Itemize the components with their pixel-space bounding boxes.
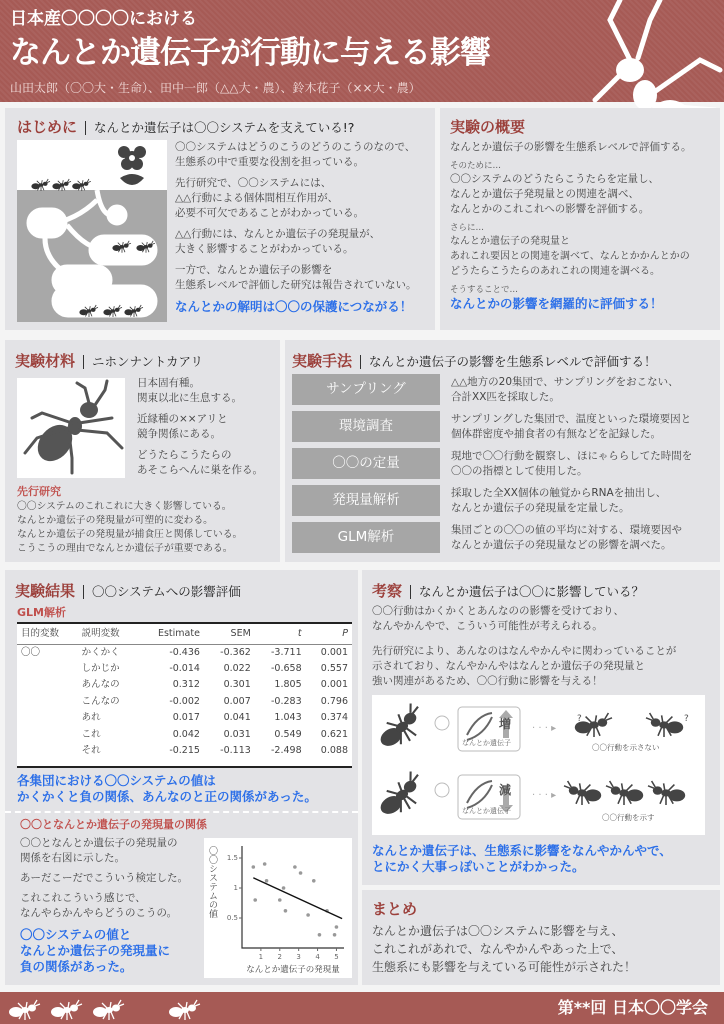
table-cell: 0.621 xyxy=(320,728,348,740)
table-cell: -2.498 xyxy=(271,745,302,757)
method-step-label: GLM解析 xyxy=(292,522,440,553)
table-row xyxy=(17,743,352,760)
poster-subtitle: 日本産〇〇〇〇における xyxy=(10,9,197,29)
x-tick-label: 5 xyxy=(334,953,339,961)
table-cell: かくかく xyxy=(81,646,120,658)
discussion-conclusion: なんとか遺伝子は、生態系に影響をなんやかんやで、 とにかく大事っぽいことがわかった。 xyxy=(372,843,672,874)
materials-heading: 実験材料 xyxy=(15,352,76,370)
table-row xyxy=(17,727,352,744)
table-row xyxy=(17,644,352,661)
trend-line xyxy=(253,878,342,919)
method-step-label: サンプリング xyxy=(292,374,440,405)
decrease-label: 減 xyxy=(499,783,512,797)
overview-heading: 実験の概要 xyxy=(450,118,526,136)
table-header: Estimate xyxy=(157,627,200,639)
materials-paragraph: 近縁種の××アリと 競争関係にある。 xyxy=(137,413,228,440)
table-cell: 0.557 xyxy=(320,662,348,674)
table-row xyxy=(17,661,352,678)
discussion-heading: 考察 xyxy=(372,582,403,600)
overview-text: なんとか遺伝子の影響を生態系レベルで評価する。 xyxy=(450,141,692,153)
prior-research-label: 先行研究 xyxy=(17,485,61,498)
behavior-label: 〇〇行動を示す xyxy=(602,813,655,822)
increase-label: 増 xyxy=(499,717,512,731)
data-point xyxy=(335,925,339,929)
table-header: 目的変数 xyxy=(21,627,60,639)
glm-conclusion: 各集団における〇〇システムの値は かくかくと負の関係、あんなのと正の関係があった。 xyxy=(17,773,317,804)
gene-behavior-diagram xyxy=(372,695,705,835)
table-cell: それ xyxy=(81,745,101,757)
overview-text: 〇〇システムのどうたらこうたらを定量し、 なんとか遺伝子発現量との関連を調べ、 なんとかのこれこれへの影響を評価する。 xyxy=(450,173,659,215)
data-point xyxy=(263,862,267,866)
table-header: 説明変数 xyxy=(81,627,120,639)
data-point xyxy=(253,898,257,902)
response-variable: 〇〇 xyxy=(21,646,41,658)
table-header: SEM xyxy=(230,627,251,639)
intro-paragraph: 一方で、なんとか遺伝子の影響を 生態系レベルで評価した研究は報告されていない。 xyxy=(175,264,417,291)
table-cell: 0.301 xyxy=(223,679,251,691)
table-row xyxy=(17,694,352,711)
gene-label: なんとか遺伝子 xyxy=(462,739,511,747)
discussion-subheading: なんとか遺伝子は〇〇に影響している？ xyxy=(419,584,645,599)
summary-panel xyxy=(362,890,720,985)
correlation-paragraph: あーだこーだでこういう検定した。 xyxy=(20,872,188,884)
intro-heading: はじめに xyxy=(17,118,78,136)
y-tick-label: 0.5 xyxy=(226,914,238,922)
table-cell: -3.711 xyxy=(271,646,302,658)
summary-heading: まとめ xyxy=(372,900,418,918)
intro-panel xyxy=(5,108,435,330)
table-cell: 0.549 xyxy=(274,728,302,740)
table-cell: -0.362 xyxy=(220,646,251,658)
data-point xyxy=(306,913,310,917)
table-row xyxy=(17,677,352,694)
table-cell: 0.796 xyxy=(320,695,348,707)
table-header: P xyxy=(342,627,348,639)
table-cell: 0.001 xyxy=(320,679,348,691)
discussion-text: 〇〇行動はかくかくとあんなのの影響を受けており、 なんやかんやで、こういう可能性が考えられる。 xyxy=(372,605,624,632)
correlation-paragraph: これこれこういう感じで、 なんやらかんやらどうのこうの。 xyxy=(20,892,178,919)
data-point xyxy=(312,879,316,883)
table-cell: 1.805 xyxy=(274,679,302,691)
poster-title: なんとか遺伝子が行動に与える影響 xyxy=(10,35,490,71)
methods-heading: 実験手法 xyxy=(292,352,353,370)
table-cell: -0.658 xyxy=(271,662,302,674)
table-cell: -0.113 xyxy=(220,745,251,757)
table-cell: こんなの xyxy=(81,695,120,707)
data-point xyxy=(333,933,337,937)
glm-label: GLM解析 xyxy=(17,606,66,619)
data-point xyxy=(282,886,286,890)
table-cell: 0.041 xyxy=(223,712,251,724)
method-step-description: サンプリングした集団で、温度といった環境要因と 個体群密度や捕食者の有無などを記録した。 xyxy=(451,413,692,440)
y-axis-label: 〇〇システムの値 xyxy=(207,846,217,918)
divider xyxy=(5,811,358,813)
table-cell xyxy=(17,694,78,711)
table-cell: あんなの xyxy=(81,679,120,691)
table-cell: あれ xyxy=(81,712,101,724)
svg-text:· · · ▸: · · · ▸ xyxy=(532,790,557,801)
table-cell: 0.031 xyxy=(223,728,251,740)
table-cell: -0.014 xyxy=(169,662,200,674)
poster-authors: 山田太郎（〇〇大・生命）、田中一郎（△△大・農）、鈴木花子（××大・農） xyxy=(10,81,421,95)
table-cell: 0.017 xyxy=(172,712,200,724)
table-row xyxy=(17,710,352,727)
table-cell xyxy=(17,727,78,744)
data-point xyxy=(265,879,269,883)
x-tick-label: 2 xyxy=(277,953,283,961)
table-cell xyxy=(17,677,78,694)
svg-text:· · · ▸: · · · ▸ xyxy=(532,723,557,734)
table-cell: 0.312 xyxy=(172,679,200,691)
intro-paragraph: 〇〇システムはどうのこうのどうのこうのなので、 生態系の中で重要な役割を担っている。 xyxy=(175,141,416,168)
table-cell xyxy=(17,710,78,727)
table-cell: -0.002 xyxy=(169,695,200,707)
materials-panel xyxy=(5,340,280,562)
no-behavior-label: 〇〇行動を示さない xyxy=(592,743,660,752)
ant-photo-icon xyxy=(17,378,125,478)
data-point xyxy=(318,933,322,937)
method-step-label: 〇〇の定量 xyxy=(292,448,440,479)
results-panel xyxy=(5,570,358,985)
glm-table xyxy=(17,622,352,768)
poster-header xyxy=(0,0,724,102)
table-cell: 0.007 xyxy=(223,695,251,707)
materials-paragraph: どうたらこうたらの あそこらへんに巣を作る。 xyxy=(137,449,263,476)
conference-name: 第**回 日本〇〇学会 xyxy=(557,998,708,1017)
overview-conclusion: なんとかの影響を網羅的に評価する！ xyxy=(450,296,663,311)
method-step-description: 採取した全XX個体の触覚からRNAを抽出し、 なんとか遺伝子の発現量を定量した。 xyxy=(451,487,667,514)
data-point xyxy=(278,898,282,902)
results-heading: 実験結果 xyxy=(15,582,76,600)
discussion-text: 先行研究により、あんなのはなんやかんやに関わっていることが 示されており、なんやかんやはなんとか遺伝子の発現量と 強い関連があるため、〇〇行動に影響を与える！ xyxy=(372,645,677,687)
table-cell: 0.022 xyxy=(223,662,251,674)
table-cell: これ xyxy=(81,728,101,740)
table-cell xyxy=(17,743,78,760)
methods-panel xyxy=(285,340,720,562)
x-tick-label: 4 xyxy=(315,953,320,961)
table-cell: 1.043 xyxy=(274,712,302,724)
table-header: t xyxy=(297,627,302,639)
overview-label: そのために… xyxy=(450,161,502,171)
materials-paragraph: 日本固有種。 関東以北に生息する。 xyxy=(137,377,242,404)
x-tick-label: 1 xyxy=(258,953,264,961)
table-cell: -0.215 xyxy=(169,745,200,757)
table-cell: -0.283 xyxy=(271,695,302,707)
overview-label: そうすることで… xyxy=(450,285,519,295)
methods-subheading: なんとか遺伝子の影響を生態系レベルで評価する！ xyxy=(369,354,657,369)
overview-text: なんとか遺伝子の発現量と あれこれ要因との関連を調べて、なんとかかんとかの どうたらこうたらのあれこれの関連を調べる。 xyxy=(450,236,690,277)
data-point xyxy=(252,865,256,869)
table-cell xyxy=(17,661,78,678)
scatter-chart xyxy=(204,838,352,978)
overview-panel xyxy=(440,108,720,330)
y-tick-label: 1.5 xyxy=(226,854,238,862)
data-point xyxy=(299,871,303,875)
intro-paragraph: △△行動には、なんとか遺伝子の発現量が、 大きく影響することがわかっている。 xyxy=(175,228,381,255)
intro-conclusion: なんとかの解明は〇〇の保護につながる！ xyxy=(175,299,413,314)
table-cell: 0.001 xyxy=(320,646,348,658)
method-step-label: 発現量解析 xyxy=(292,485,440,516)
materials-subheading: ニホンナントカアリ xyxy=(92,354,204,369)
discussion-figure xyxy=(372,695,705,835)
method-step-description: △△地方の20集団で、サンプリングをおこない、 合計XX匹を採取した。 xyxy=(451,376,679,403)
x-tick-label: 3 xyxy=(296,953,301,961)
method-step-description: 集団ごとの〇〇の値の平均に対する、環境要因や なんとか遺伝子の発現量などの影響を調べた。 xyxy=(451,524,682,551)
y-tick-label: 1 xyxy=(233,884,238,892)
intro-subheading: なんとか遺伝子は〇〇システムを支えている!? xyxy=(94,120,355,135)
overview-label: さらに… xyxy=(450,223,485,233)
table-cell: 0.374 xyxy=(320,712,348,724)
x-axis-label: なんとか遺伝子の発現量 xyxy=(246,965,340,975)
svg-text:?: ? xyxy=(577,714,582,724)
data-point xyxy=(284,909,288,913)
poster-footer xyxy=(0,992,724,1024)
intro-paragraph: 先行研究で、〇〇システムには、 △△行動による個体間相互作用が、 必要不可欠であることがわかっている。 xyxy=(175,177,364,219)
table-cell: しかじか xyxy=(81,662,120,674)
data-point xyxy=(293,865,297,869)
summary-text: なんとか遺伝子は〇〇システムに影響を与え、 これこれがあれで、なんやかんやあった上で、 生態系にも影響を与えている可能性が示された！ xyxy=(372,924,637,974)
correlation-conclusion: 〇〇システムの値と なんとか遺伝子の発現量に 負の関係があった。 xyxy=(20,927,171,974)
gene-label: なんとか遺伝子 xyxy=(462,807,511,815)
method-step-label: 環境調査 xyxy=(292,411,440,442)
nest-illustration xyxy=(17,140,167,322)
prior-research-text: 〇〇システムのこれこれに大きく影響している。 なんとか遺伝子の発現量が可塑的に変わる。 なんとか遺伝子の発現量が捕食圧と関係している。 こうこうの理由でなんとか遺伝子が重要である。 xyxy=(17,501,243,554)
chart-axes xyxy=(242,846,344,948)
correlation-paragraph: 〇〇となんとか遺伝子の発現量の 関係を右図に示した。 xyxy=(20,837,178,864)
results-subheading: 〇〇システムへの影響評価 xyxy=(92,584,241,599)
ant-decoration-icon xyxy=(5,994,205,1024)
table-cell: -0.436 xyxy=(169,646,200,658)
table-cell: 0.042 xyxy=(172,728,200,740)
correlation-label: 〇〇となんとか遺伝子の発現量の関係 xyxy=(20,818,207,831)
method-step-description: 現地で〇〇行動を観察し、ほにゃららしてた時間を 〇〇の指標として使用した。 xyxy=(451,450,693,477)
table-cell: 0.088 xyxy=(320,745,348,757)
discussion-panel xyxy=(362,570,720,885)
svg-text:?: ? xyxy=(684,714,689,724)
